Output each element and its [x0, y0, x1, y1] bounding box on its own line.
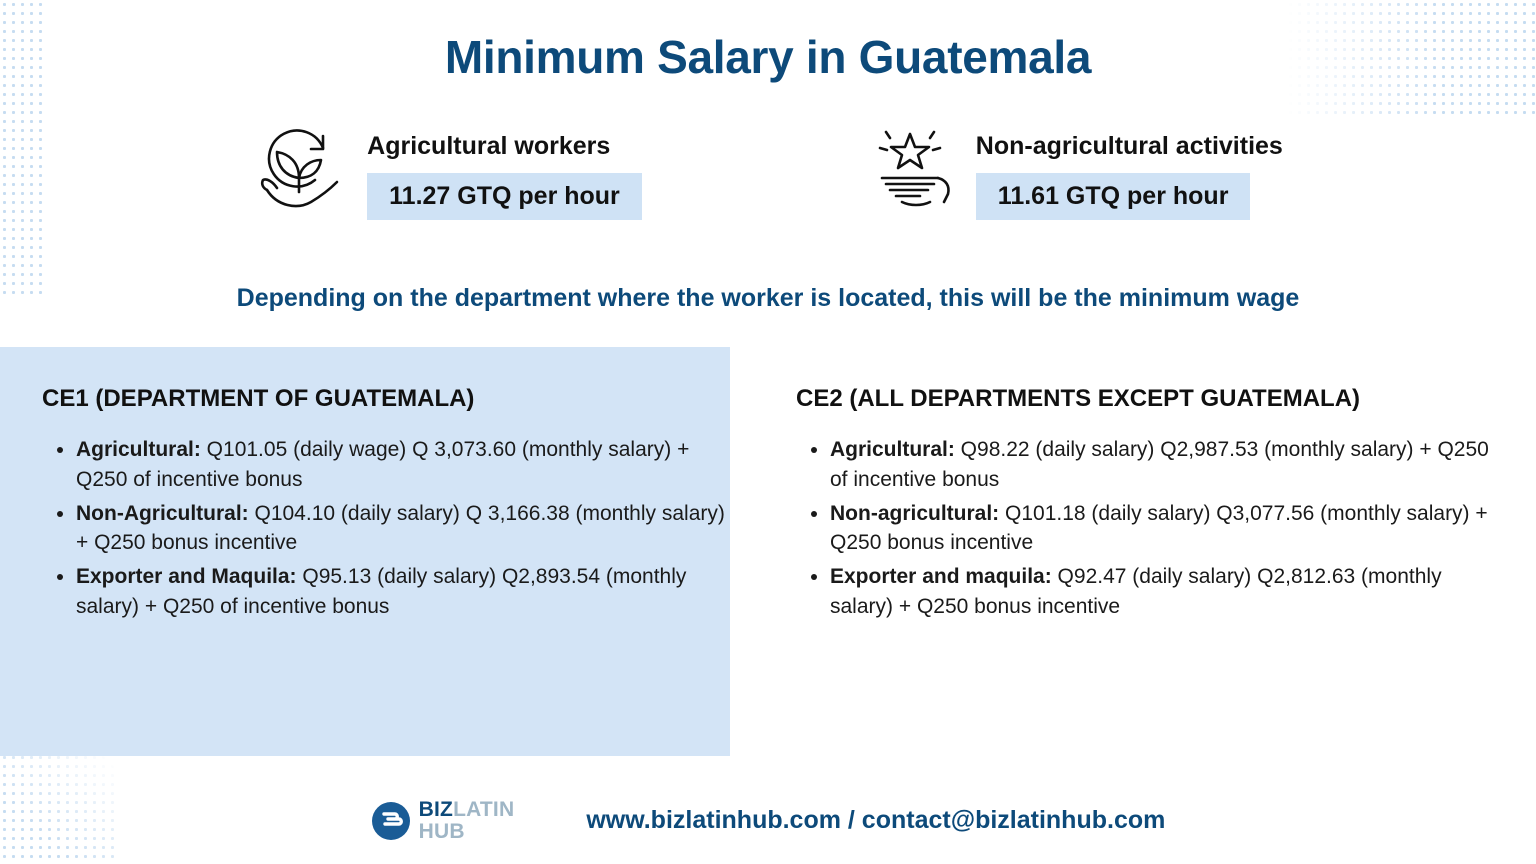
list-item-term: Non-agricultural:	[830, 501, 1000, 525]
rate-card-agricultural	[253, 118, 642, 222]
column-ce2	[768, 347, 1536, 756]
list-item-term: Exporter and Maquila:	[76, 565, 297, 589]
columns-container	[0, 347, 1536, 756]
list-item	[830, 435, 1506, 495]
column-heading-ce1: CE1 (DEPARTMENT OF GUATEMALA)	[42, 385, 475, 412]
plant-in-hand-icon	[253, 118, 349, 222]
list-item-detail: Q92.47 (daily salary) Q2,812.63 (monthly salary) + Q250 bonus incentive	[830, 565, 1442, 619]
logo-hub: HUB	[418, 819, 465, 843]
rate-card-non-agricultural	[862, 118, 1283, 222]
list-item	[76, 562, 726, 622]
list-item-term: Agricultural:	[830, 438, 955, 461]
list-item	[76, 499, 726, 559]
rates-row	[0, 118, 1536, 222]
subheading: Depending on the department where the worker is located, this will be the minimum wage	[236, 284, 1300, 312]
list-item-detail: Q98.22 (daily salary) Q2,987.53 (monthly salary) + Q250 of incentive bonus	[830, 438, 1489, 491]
footer	[0, 799, 1536, 842]
rate-text-agricultural	[367, 118, 642, 220]
logo-biz: BIZ	[418, 798, 454, 822]
list-item	[830, 499, 1506, 559]
footer-contact[interactable]: www.bizlatinhub.com / contact@bizlatinhub.com	[586, 806, 1166, 835]
rate-value-non-agricultural: 11.61 GTQ per hour	[976, 173, 1251, 220]
page-title: Minimum Salary in Guatemala	[444, 31, 1092, 83]
bizlatinhub-logo	[371, 799, 515, 842]
column-ce1	[0, 347, 768, 756]
list-item	[76, 435, 726, 495]
bizlatinhub-logo-text	[419, 799, 515, 842]
rate-value-agricultural: 11.27 GTQ per hour	[367, 173, 642, 220]
list-item-detail: Q95.13 (daily salary) Q2,893.54 (monthly salary) + Q250 of incentive bonus	[76, 565, 687, 619]
bizlatinhub-logo-icon	[371, 801, 411, 841]
rate-label-agricultural: Agricultural workers	[367, 132, 611, 160]
logo-line-1	[419, 799, 515, 820]
list-item-term: Agricultural:	[76, 438, 201, 461]
logo-latin: LATIN	[453, 798, 515, 822]
hand-with-star-icon	[862, 118, 958, 222]
list-item-detail: Q104.10 (daily salary) Q 3,166.38 (monthly salary) + Q250 bonus incentive	[76, 501, 725, 555]
list-item-term: Exporter and maquila:	[830, 565, 1052, 589]
list-item-term: Non-Agricultural:	[76, 501, 249, 525]
list-item	[830, 562, 1506, 622]
column-list-ce2	[796, 435, 1506, 622]
list-item-detail: Q101.18 (daily salary) Q3,077.56 (monthly salary) + Q250 bonus incentive	[830, 501, 1488, 555]
rate-label-non-agricultural: Non-agricultural activities	[975, 132, 1283, 160]
column-heading-ce2: CE2 (ALL DEPARTMENTS EXCEPT GUATEMALA)	[796, 385, 1361, 412]
list-item-detail: Q101.05 (daily wage) Q 3,073.60 (monthly salary) + Q250 of incentive bonus	[76, 438, 690, 491]
rate-text-non-agricultural	[976, 118, 1283, 220]
column-list-ce1	[42, 435, 726, 622]
